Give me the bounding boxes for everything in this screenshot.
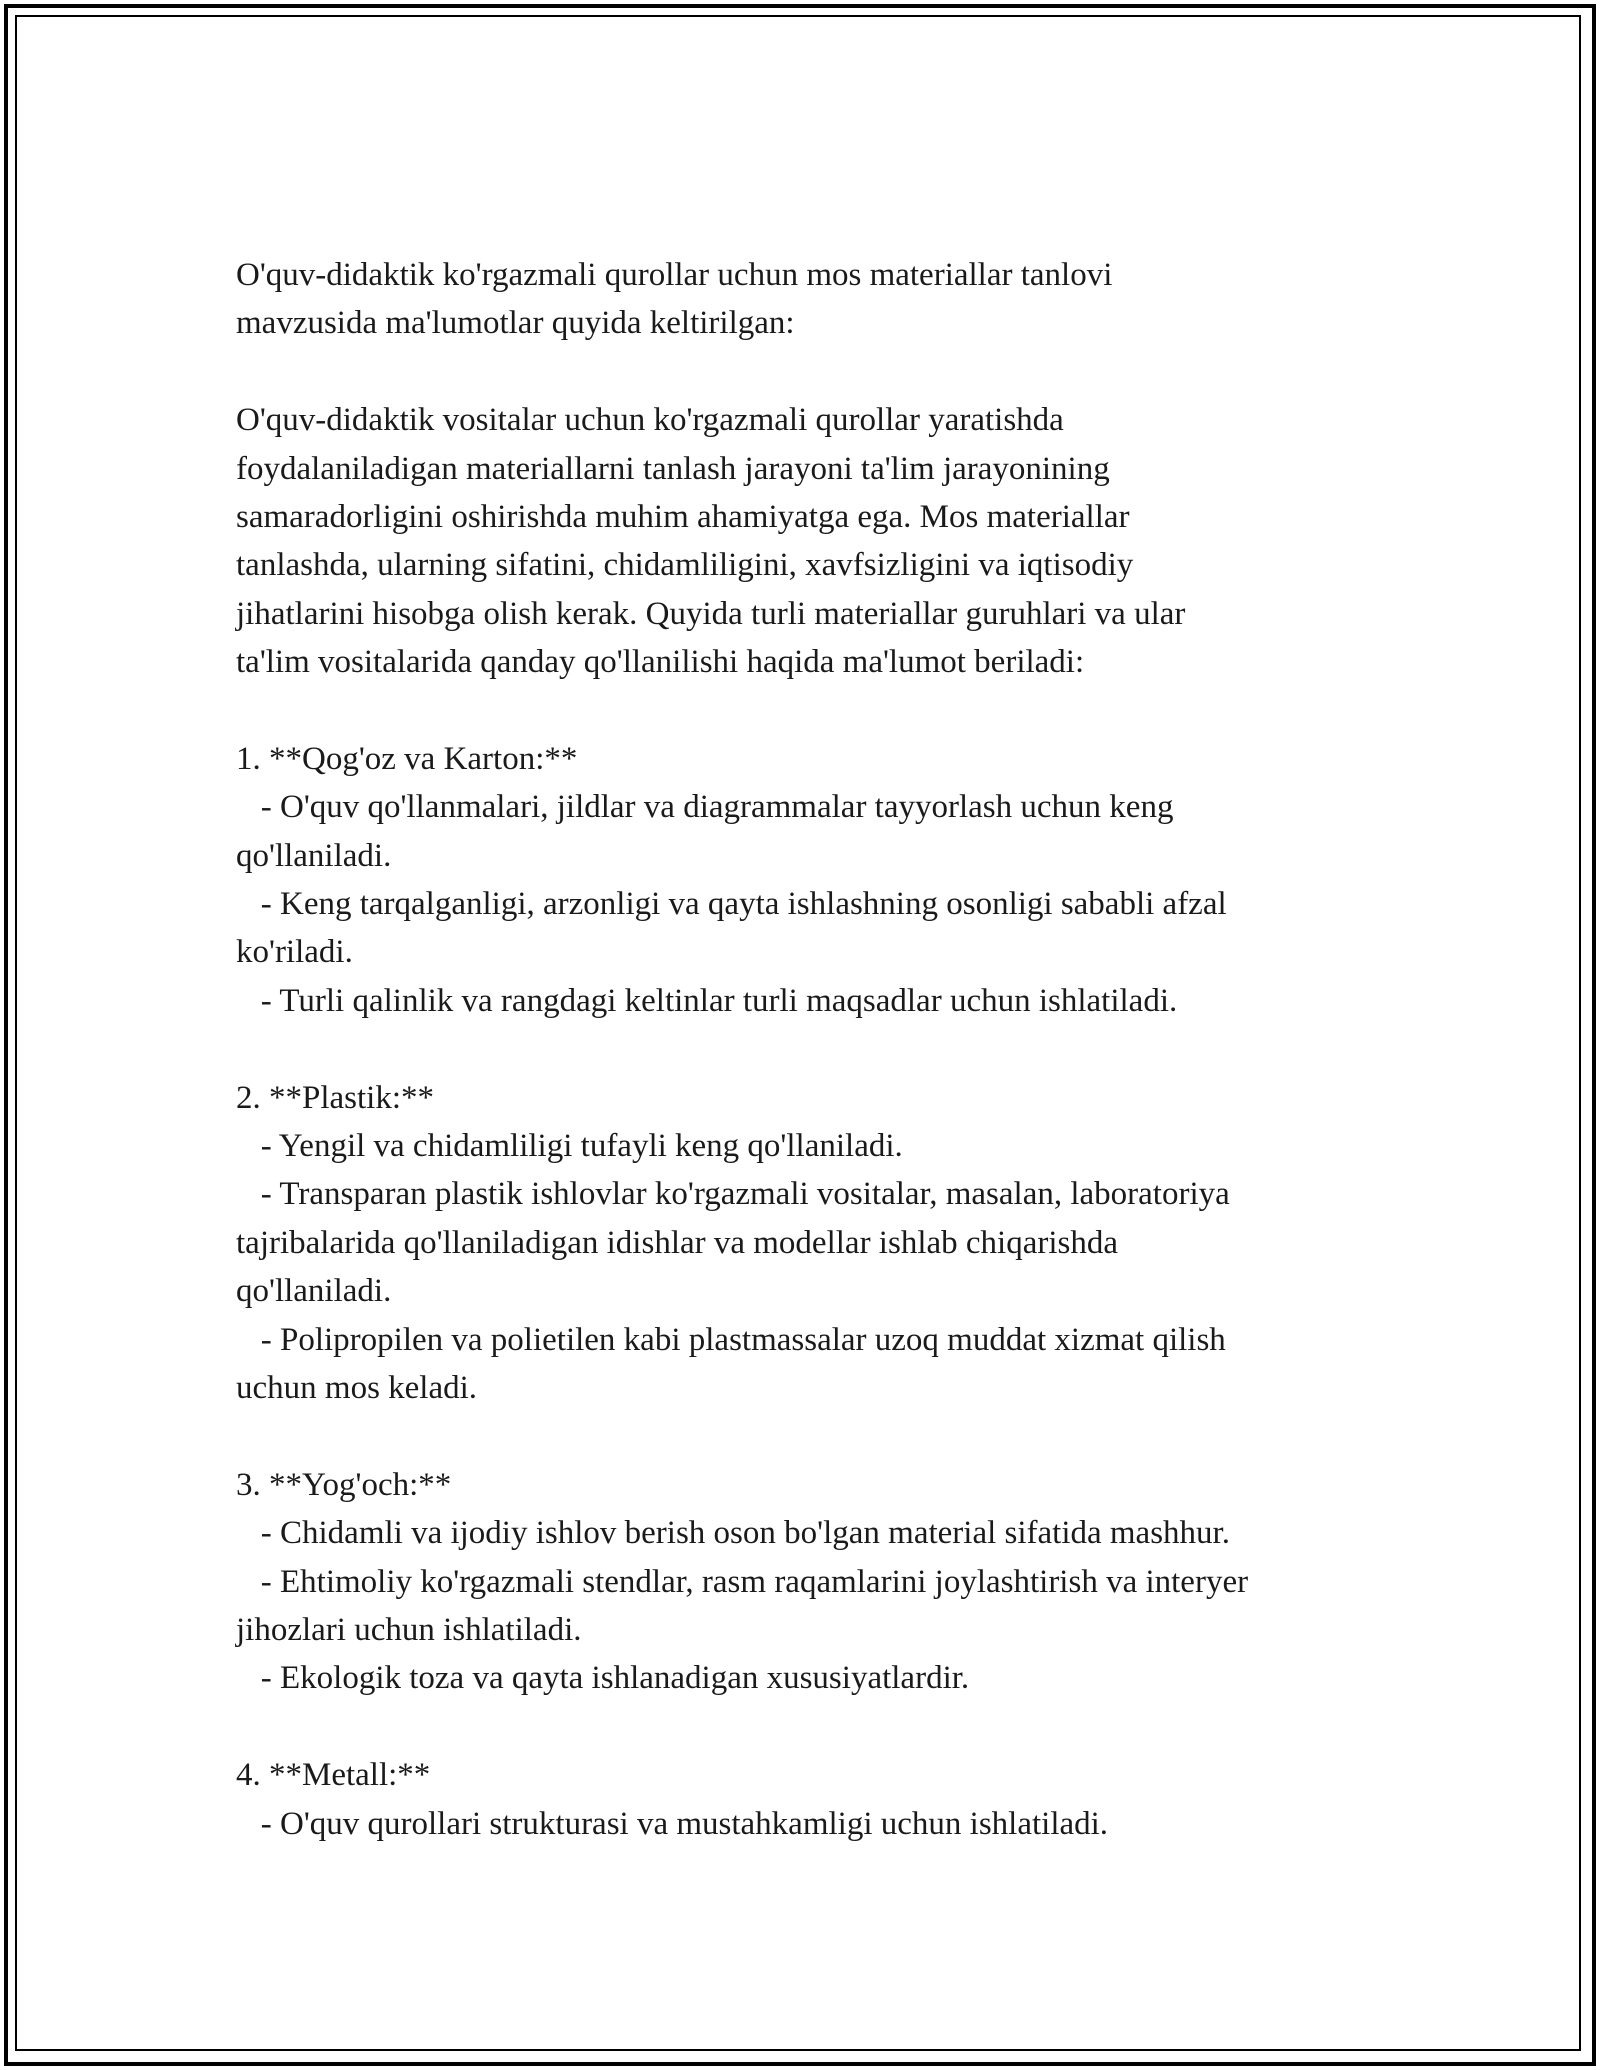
blank-line [236, 687, 1436, 735]
section-heading: 2. **Plastik:** [236, 1079, 435, 1116]
text-line: jihatlarini hisobga olish kerak. Quyida turli materiallar guruhlari va ular [236, 595, 1186, 632]
section-heading: 3. **Yog'och:** [236, 1466, 452, 1503]
list-item: - O'quv qo'llanmalari, jildlar va diagrammalar tayyorlash uchun keng [236, 789, 1174, 826]
text-line: mavzusida ma'lumotlar quyida keltirilgan: [236, 305, 795, 342]
blank-line [236, 1025, 1436, 1073]
section-heading: 1. **Qog'oz va Karton:** [236, 740, 578, 777]
list-item: - O'quv qurollari strukturasi va mustahkamligi uchun ishlatiladi. [236, 1805, 1109, 1842]
text-line: foydalaniladigan materiallarni tanlash jarayoni ta'lim jarayonining [236, 450, 1110, 487]
text-line: uchun mos keladi. [236, 1369, 478, 1406]
text-line: qo'llaniladi. [236, 837, 392, 874]
list-item: - Turli qalinlik va rangdagi keltinlar turli maqsadlar uchun ishlatiladi. [236, 982, 1178, 1019]
text-line: ko'riladi. [236, 934, 353, 971]
text-line: jihozlari uchun ishlatiladi. [236, 1611, 582, 1648]
text-line: O'quv-didaktik ko'rgazmali qurollar uchun mos materiallar tanlovi [236, 257, 1113, 293]
list-item: - Yengil va chidamliligi tufayli keng qo'llaniladi. [236, 1128, 903, 1165]
text-line: tanlashda, ularning sifatini, chidamliligini, xavfsizligini va iqtisodiy [236, 547, 1134, 584]
text-line: O'quv-didaktik vositalar uchun ko'rgazmali qurollar yaratishda [236, 402, 1064, 439]
list-item: - Transparan plastik ishlovlar ko'rgazmali vositalar, masalan, laboratoriya [236, 1176, 1230, 1213]
blank-line [236, 348, 1436, 396]
text-line: ta'lim vositalarida qanday qo'llanilishi haqida ma'lumot beriladi: [236, 644, 1085, 681]
list-item: - Ekologik toza va qayta ishlanadigan xususiyatlardir. [236, 1660, 970, 1697]
list-item: - Keng tarqalganligi, arzonligi va qayta ishlashning osonligi sababli afzal [236, 886, 1227, 923]
text-line: qo'llaniladi. [236, 1273, 392, 1310]
document-text [236, 251, 1436, 1848]
blank-line [236, 1412, 1436, 1460]
list-item: - Chidamli va ijodiy ishlov berish oson bo'lgan material sifatida mashhur. [236, 1515, 1230, 1552]
list-item: - Ehtimoliy ko'rgazmali stendlar, rasm raqamlarini joylashtirish va interyer [236, 1563, 1249, 1600]
section-heading: 4. **Metall:** [236, 1757, 431, 1794]
text-line: tajribalarida qo'llaniladigan idishlar va modellar ishlab chiqarishda [236, 1224, 1118, 1261]
list-item: - Polipropilen va polietilen kabi plastmassalar uzoq muddat xizmat qilish [236, 1321, 1226, 1358]
blank-line [236, 1703, 1436, 1751]
text-line: samaradorligini oshirishda muhim ahamiyatga ega. Mos materiallar [236, 498, 1130, 535]
